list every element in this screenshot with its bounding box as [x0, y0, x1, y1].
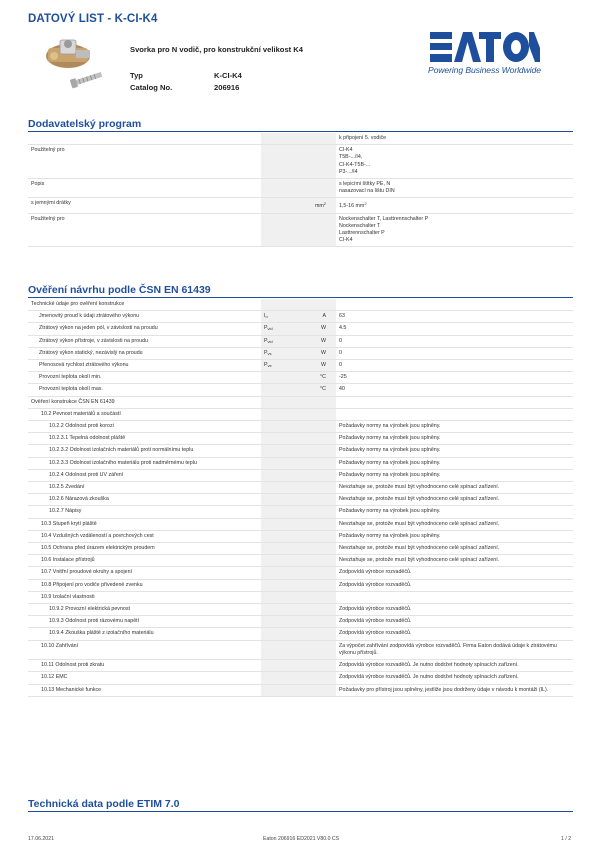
cell-c1 — [28, 133, 261, 145]
table-row — [28, 299, 573, 311]
footer-page: 1 / 2 — [561, 836, 572, 842]
table-row — [28, 640, 573, 659]
table-row — [28, 213, 573, 247]
cell-c3: W — [301, 347, 336, 359]
cell-c3 — [301, 396, 336, 408]
table-row — [28, 347, 573, 359]
table-row — [28, 421, 573, 433]
cell-c1: Ztrátový výkon přístroje, v závislosti na proudu — [28, 335, 261, 347]
table-row — [28, 408, 573, 420]
cell-c4: 1,5-16 $mm^2$ — [336, 198, 573, 213]
cell-c3 — [301, 543, 336, 555]
brand-block — [428, 30, 578, 75]
cell-c3 — [301, 408, 336, 420]
cell-c1: 10.2.3.3 Odolnost izolačního materiálu proti nadměrnému teplu — [28, 457, 261, 469]
cell-c2 — [261, 591, 301, 603]
cell-c1: Provozní teplota okolí max. — [28, 384, 261, 396]
table-row — [28, 567, 573, 579]
table-row — [28, 579, 573, 591]
section-title-verification: Ověření návrhu podle ČSN EN 61439 — [28, 284, 211, 296]
cell-c1: 10.12 EMC — [28, 672, 261, 684]
cell-c3: A — [301, 311, 336, 323]
table-row — [28, 506, 573, 518]
cell-c3 — [301, 133, 336, 145]
type-label: Typ — [130, 71, 143, 80]
cell-c2 — [261, 640, 301, 659]
cell-c1: Ztrátový výkon statický, nezávislý na proudu — [28, 347, 261, 359]
cell-c1: 10.5 Ochrana před úrazem elektrickým proudem — [28, 543, 261, 555]
cell-c3 — [301, 579, 336, 591]
cell-c3 — [301, 506, 336, 518]
cell-c4 — [336, 591, 573, 603]
cell-c3 — [301, 660, 336, 672]
catalog-label: Catalog No. — [130, 83, 173, 92]
cell-c1: 10.13 Mechanické funkce — [28, 684, 261, 696]
cell-c2 — [261, 133, 301, 145]
table-row — [28, 672, 573, 684]
cell-c3 — [301, 591, 336, 603]
table-row — [28, 494, 573, 506]
eaton-logo — [430, 30, 540, 64]
table-row — [28, 323, 573, 335]
table-row — [28, 482, 573, 494]
cell-c3 — [301, 213, 336, 247]
table-row — [28, 518, 573, 530]
cell-c4: Nevztahuje se, protože musí být vyhodnoceno celé spínací zařízení. — [336, 482, 573, 494]
cell-c1: Použitelný pro — [28, 145, 261, 179]
cell-c2: $P_{ve}$ — [261, 360, 301, 372]
cell-c2: $P_{vs}$ — [261, 347, 301, 359]
table-row — [28, 396, 573, 408]
footer-doc-ref: Eaton 206916 ED2021 V80.0 CS — [263, 836, 340, 842]
cell-c3 — [301, 684, 336, 696]
cell-c2 — [261, 518, 301, 530]
cell-c2 — [261, 530, 301, 542]
cell-c1: Provozní teplota okolí min. — [28, 372, 261, 384]
table-row — [28, 660, 573, 672]
table-row — [28, 179, 573, 198]
cell-c1: 10.2.3.2 Odolnost izolačních materiálů proti normálnímu teplu — [28, 445, 261, 457]
cell-c2 — [261, 628, 301, 640]
cell-c3 — [301, 469, 336, 481]
cell-c4: Požadavky normy na výrobek jsou splněny. — [336, 457, 573, 469]
cell-c1: 10.10 Zahřívání — [28, 640, 261, 659]
cell-c2 — [261, 408, 301, 420]
cell-c3 — [301, 421, 336, 433]
cell-c4: Zodpovídá výrobce rozvaděčů. — [336, 616, 573, 628]
cell-c4: 0 — [336, 360, 573, 372]
cell-c4: Požadavky normy na výrobek jsou splněny. — [336, 469, 573, 481]
table-row — [28, 360, 573, 372]
cell-c4: Požadavky normy na výrobek jsou splněny. — [336, 530, 573, 542]
table-row — [28, 133, 573, 145]
cell-c1: Ztrátový výkon na jeden pól, v závislosti na proudu — [28, 323, 261, 335]
table-row — [28, 604, 573, 616]
cell-c2 — [261, 179, 301, 198]
table-row — [28, 591, 573, 603]
cell-c1: 10.9.2 Provozní elektrická pevnost — [28, 604, 261, 616]
cell-c2 — [261, 384, 301, 396]
cell-c4: Zodpovídá výrobce rozvaděčů. — [336, 604, 573, 616]
cell-c2 — [261, 672, 301, 684]
cell-c1: 10.3 Stupeň krytí pláště — [28, 518, 261, 530]
product-meta — [130, 70, 242, 94]
footer-date: 17.06.2021 — [28, 836, 54, 842]
cell-c3 — [301, 299, 336, 311]
catalog-value: 206916 — [214, 83, 240, 92]
cell-c1: Přenosová rychlost ztrátového výkonu — [28, 360, 261, 372]
cell-c2 — [261, 555, 301, 567]
cell-c3: $mm^2$ — [301, 198, 336, 213]
cell-c3: W — [301, 335, 336, 347]
cell-c4: Zodpovídá výrobce rozvaděčů. — [336, 628, 573, 640]
table-row — [28, 555, 573, 567]
cell-c4: -25 — [336, 372, 573, 384]
cell-c3 — [301, 433, 336, 445]
product-description: Svorka pro N vodič, pro konstrukční velikost K4 — [130, 45, 304, 54]
cell-c2: $P_{vid}$ — [261, 335, 301, 347]
cell-c1: 10.9 Izolační vlastnosti — [28, 591, 261, 603]
cell-c3 — [301, 555, 336, 567]
cell-c1: 10.2.2 Odolnost proti korozi — [28, 421, 261, 433]
cell-c1: s jemnými drátky — [28, 198, 261, 213]
table-row — [28, 311, 573, 323]
cell-c3 — [301, 482, 336, 494]
cell-c1: 10.2.5 Zvedání — [28, 482, 261, 494]
cell-c4: Zodpovídá výrobce rozvaděčů. — [336, 567, 573, 579]
product-image — [42, 32, 108, 100]
cell-c4: 4.5 — [336, 323, 573, 335]
cell-c2 — [261, 421, 301, 433]
cell-c2: $I_n$ — [261, 311, 301, 323]
cell-c3 — [301, 567, 336, 579]
cell-c1: 10.9.4 Zkouška pláště z izolačního materiálu — [28, 628, 261, 640]
cell-c4: 0 — [336, 335, 573, 347]
cell-c3 — [301, 640, 336, 659]
section-divider — [28, 297, 573, 298]
cell-c1: 10.2.6 Nárazová zkouška — [28, 494, 261, 506]
cell-c4: Nockenschalter T, Lasttrennschalter P Nockenschalter T Lasttrennschalter P CI-K4 — [336, 213, 573, 247]
cell-c4: Zodpovídá výrobce rozvaděčů. — [336, 579, 573, 591]
cell-c4: Požadavky normy na výrobek jsou splněny. — [336, 506, 573, 518]
cell-c2 — [261, 482, 301, 494]
cell-c1: Jmenovitý proud k údaji ztrátového výkonu — [28, 311, 261, 323]
cell-c4: Zodpovídá výrobce rozvaděčů. Je nutno dodržet hodnoty spínacích zařízení. — [336, 672, 573, 684]
cell-c1: 10.6 Instalace přístrojů — [28, 555, 261, 567]
cell-c3 — [301, 518, 336, 530]
cell-c4: Požadavky normy na výrobek jsou splněny. — [336, 433, 573, 445]
section-divider — [28, 811, 573, 812]
cell-c3 — [301, 604, 336, 616]
table-row — [28, 145, 573, 179]
table-row — [28, 198, 573, 213]
cell-c2 — [261, 567, 301, 579]
cell-c3 — [301, 530, 336, 542]
cell-c4: Požadavky pro přístroj jsou splněny, jestliže jsou dodrženy údaje v návodu k montáži (IL). — [336, 684, 573, 696]
verification-table — [28, 299, 573, 697]
table-row — [28, 372, 573, 384]
brand-tagline: Powering Business Worldwide — [428, 65, 541, 75]
table-row — [28, 445, 573, 457]
cell-c4: Nevztahuje se, protože musí být vyhodnoceno celé spínací zařízení. — [336, 543, 573, 555]
cell-c4 — [336, 299, 573, 311]
cell-c4: 63 — [336, 311, 573, 323]
cell-c2 — [261, 299, 301, 311]
cell-c1: 10.2.7 Nápisy — [28, 506, 261, 518]
section-divider — [28, 131, 573, 132]
supplier-table — [28, 133, 573, 247]
cell-c2 — [261, 396, 301, 408]
cell-c3: W — [301, 360, 336, 372]
cell-c2 — [261, 684, 301, 696]
cell-c3 — [301, 494, 336, 506]
cell-c2 — [261, 660, 301, 672]
cell-c3 — [301, 672, 336, 684]
type-value: K-CI-K4 — [214, 71, 242, 80]
cell-c2 — [261, 604, 301, 616]
cell-c1: 10.2.4 Odolnost proti UV záření — [28, 469, 261, 481]
cell-c4: Nevztahuje se, protože musí být vyhodnoceno celé spínací zařízení. — [336, 494, 573, 506]
table-row — [28, 384, 573, 396]
cell-c4 — [336, 408, 573, 420]
cell-c4: k připojení 5. vodiče — [336, 133, 573, 145]
cell-c2 — [261, 469, 301, 481]
cell-c2 — [261, 494, 301, 506]
cell-c2 — [261, 506, 301, 518]
cell-c4: Požadavky normy na výrobek jsou splněny. — [336, 445, 573, 457]
cell-c2 — [261, 445, 301, 457]
section-title-supplier: Dodavatelský program — [28, 118, 142, 130]
cell-c4: CI-K4 T5B-.../I4, CI-K4-T5B-... P3-.../I4 — [336, 145, 573, 179]
cell-c4: Požadavky normy na výrobek jsou splněny. — [336, 421, 573, 433]
section-title-etim: Technická data podle ETIM 7.0 — [28, 798, 180, 810]
cell-c2 — [261, 145, 301, 179]
cell-c2 — [261, 579, 301, 591]
cell-c1: 10.8 Připojení pro vodiče přivedené zvenku — [28, 579, 261, 591]
cell-c1: 10.11 Odolnost proti zkratu — [28, 660, 261, 672]
cell-c3: W — [301, 323, 336, 335]
cell-c1: 10.2 Pevnost materiálů a součástí — [28, 408, 261, 420]
cell-c3: °C — [301, 372, 336, 384]
cell-c4 — [336, 396, 573, 408]
cell-c4: s lepicími štítky PE, N nasazovací na lištu DIN — [336, 179, 573, 198]
cell-c3 — [301, 457, 336, 469]
cell-c4: Zodpovídá výrobce rozvaděčů. Je nutno dodržet hodnoty spínacích zařízení. — [336, 660, 573, 672]
cell-c4: Nevztahuje se, protože musí být vyhodnoceno celé spínací zařízení. — [336, 518, 573, 530]
cell-c4: 0 — [336, 347, 573, 359]
document-title: DATOVÝ LIST - K-CI-K4 — [28, 13, 158, 25]
cell-c2 — [261, 213, 301, 247]
cell-c1: Použitelný pro — [28, 213, 261, 247]
table-row — [28, 469, 573, 481]
cell-c2 — [261, 372, 301, 384]
table-row — [28, 433, 573, 445]
cell-c2: $P_{vid}$ — [261, 323, 301, 335]
cell-c4: Nevztahuje se, protože musí být vyhodnoceno celé spínací zařízení. — [336, 555, 573, 567]
cell-c2 — [261, 198, 301, 213]
cell-c2 — [261, 543, 301, 555]
cell-c1: 10.4 Vzdušných vzdáleností a povrchových cest — [28, 530, 261, 542]
cell-c3 — [301, 145, 336, 179]
cell-c3 — [301, 179, 336, 198]
table-row — [28, 616, 573, 628]
cell-c2 — [261, 433, 301, 445]
table-row — [28, 530, 573, 542]
cell-c1: 10.2.3.1 Tepelná odolnost pláště — [28, 433, 261, 445]
cell-c1: Ověření konstrukce ČSN EN 61439 — [28, 396, 261, 408]
cell-c1: 10.9.3 Odolnost proti rázovému napětí — [28, 616, 261, 628]
cell-c3: °C — [301, 384, 336, 396]
cell-c2 — [261, 457, 301, 469]
table-row — [28, 684, 573, 696]
cell-c1: Popis — [28, 179, 261, 198]
cell-c3 — [301, 445, 336, 457]
table-row — [28, 457, 573, 469]
cell-c2 — [261, 616, 301, 628]
cell-c4: 40 — [336, 384, 573, 396]
cell-c1: 10.7 Vnitřní proudové okruhy a spojení — [28, 567, 261, 579]
table-row — [28, 628, 573, 640]
cell-c4: Za výpočet zahřívání zodpovídá výrobce rozvaděčů. Firma Eaton dodává údaje k ztrátovému výkonu přístrojů. — [336, 640, 573, 659]
table-row — [28, 543, 573, 555]
table-row — [28, 335, 573, 347]
cell-c1: Technické údaje pro ověření konstrukce — [28, 299, 261, 311]
cell-c3 — [301, 616, 336, 628]
cell-c3 — [301, 628, 336, 640]
